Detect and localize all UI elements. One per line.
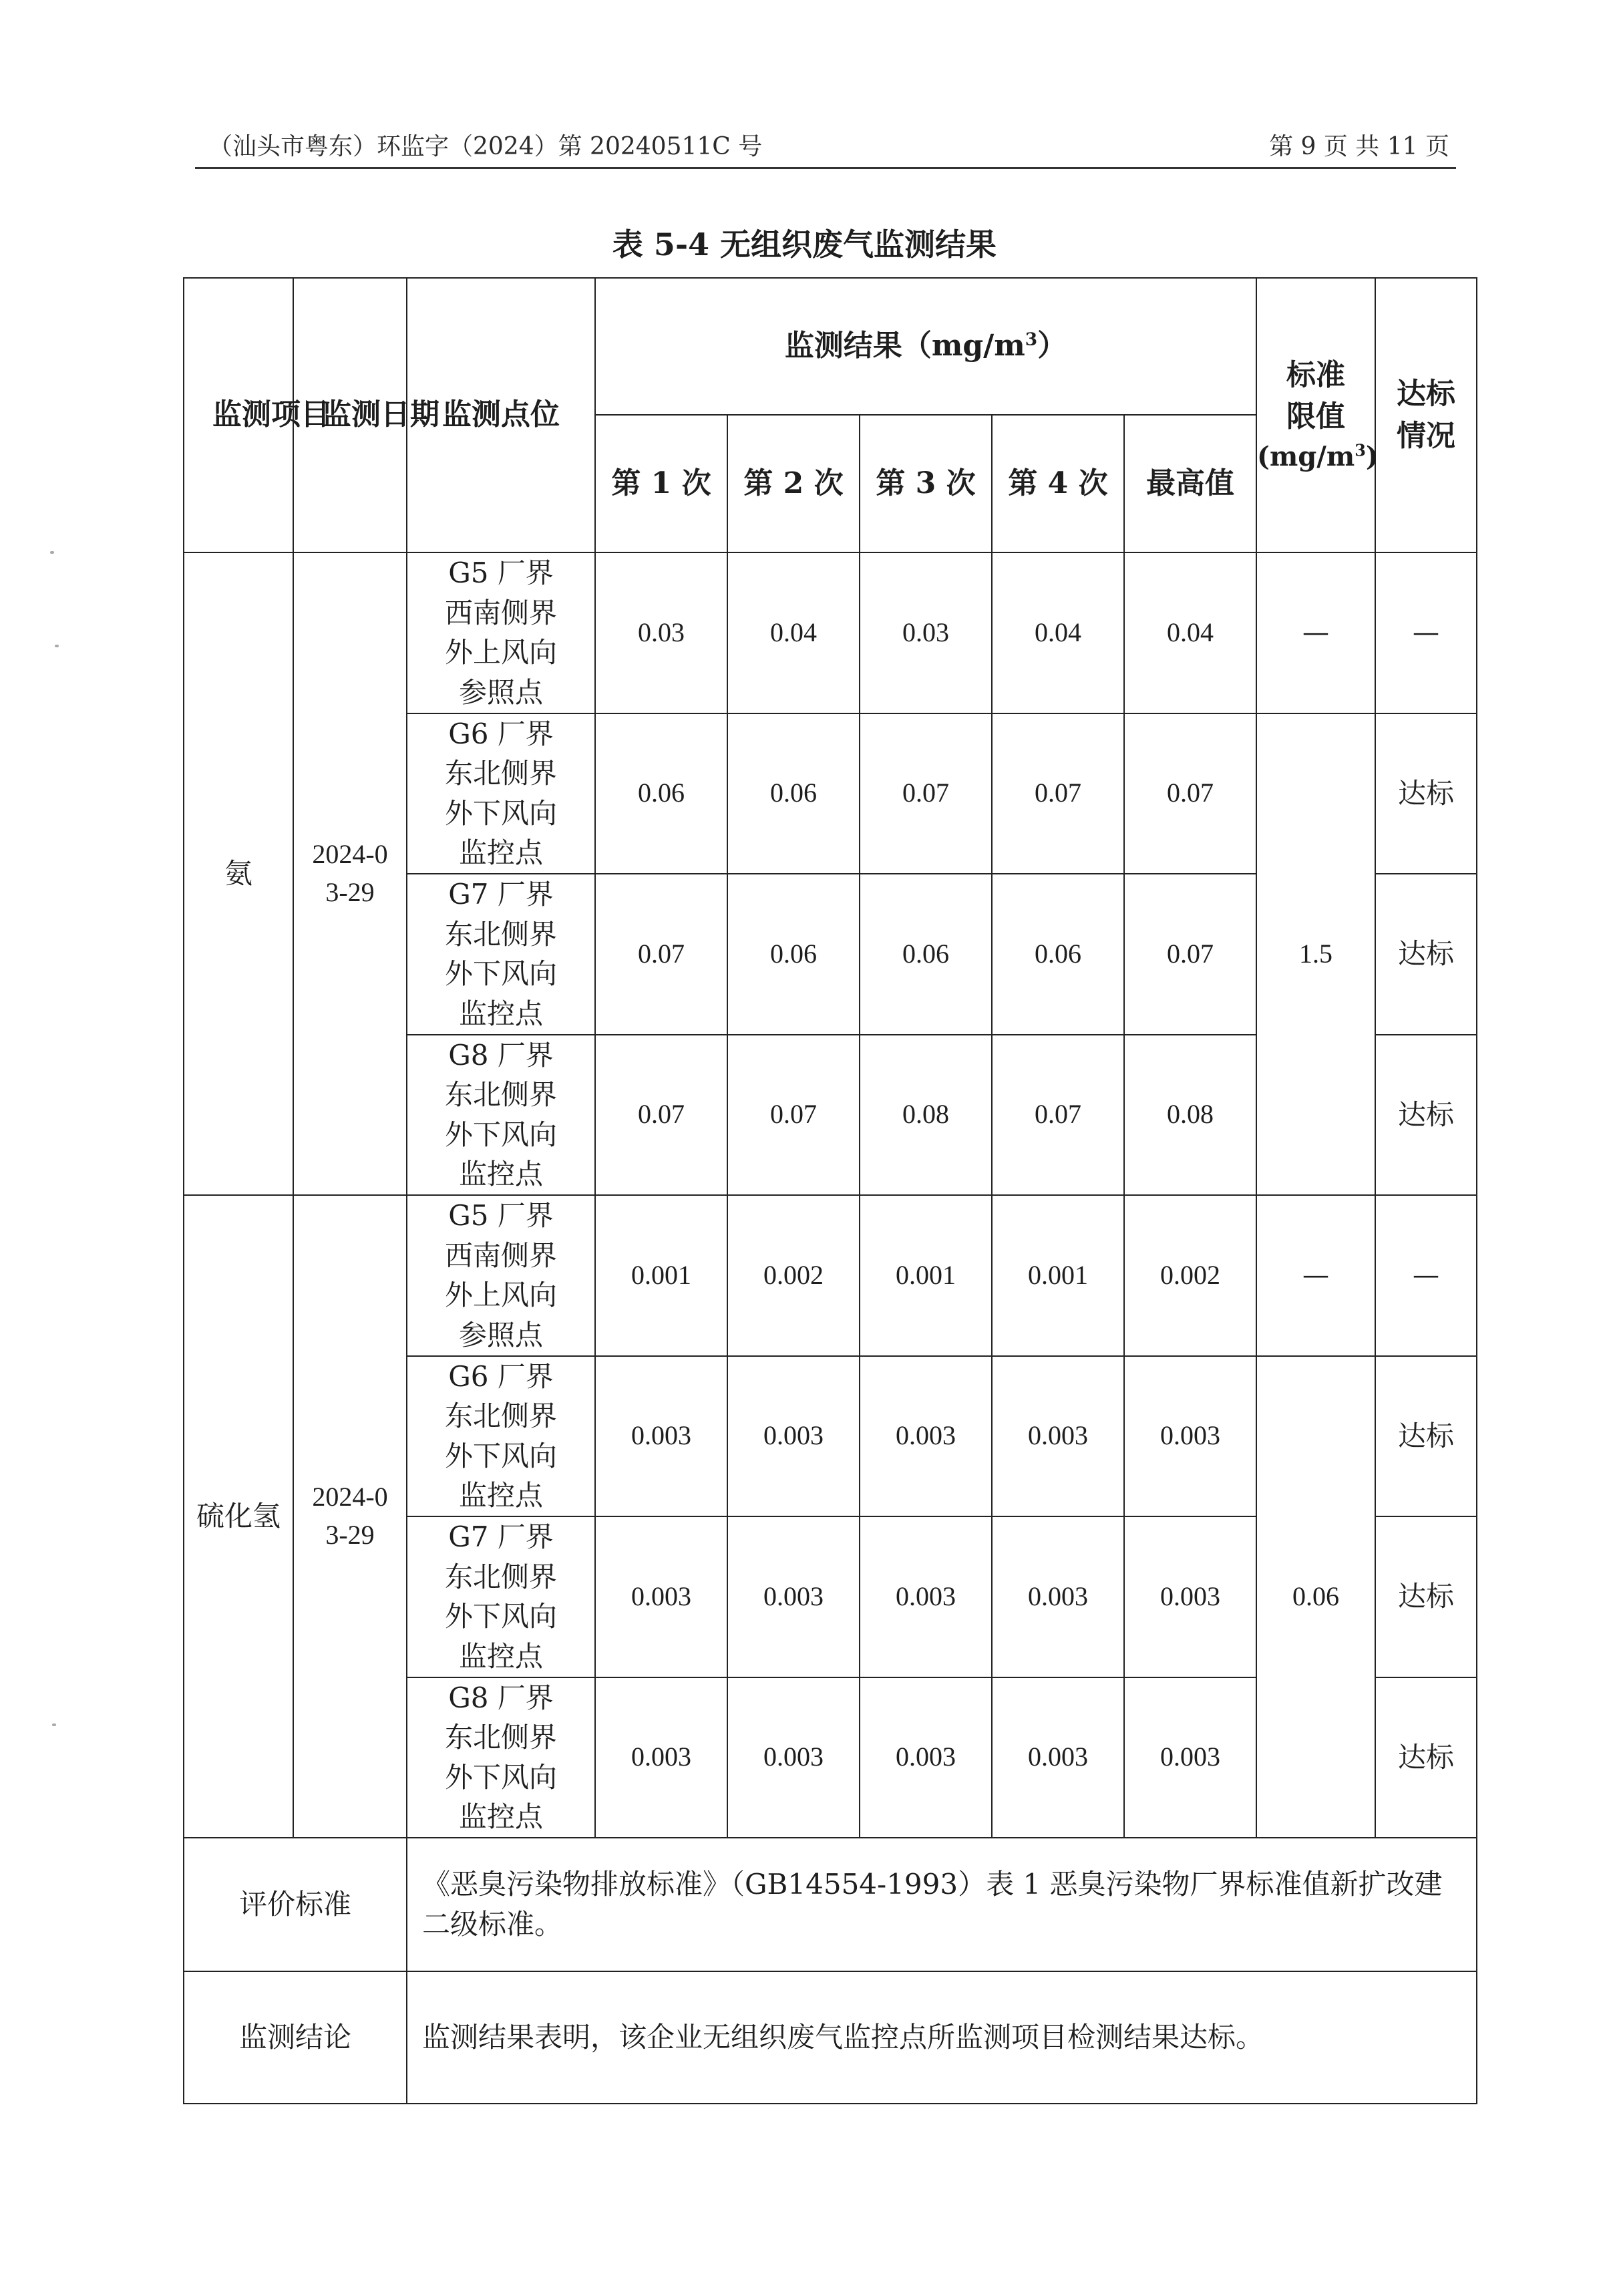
- max-value: 0.002: [1124, 1195, 1256, 1356]
- status-value: 达标: [1375, 1516, 1477, 1677]
- status-value: 达标: [1375, 1677, 1477, 1838]
- col-header-point: 监测点位: [407, 278, 595, 552]
- run4-value: 0.07: [992, 1035, 1124, 1196]
- results-table: [183, 277, 1477, 2104]
- point-cell: G6 厂界东北侧界外下风向监控点: [407, 713, 595, 874]
- point-cell: G7 厂界东北侧界外下风向监控点: [407, 1516, 595, 1677]
- status-value: 达标: [1375, 713, 1477, 874]
- limit-value: 1.5: [1256, 713, 1375, 1196]
- max-value: 0.04: [1124, 552, 1256, 713]
- limit-value: 0.06: [1256, 1356, 1375, 1838]
- page-info: 第 9 页 共 11 页: [1269, 133, 1449, 160]
- item-cell: 硫化氢: [184, 1195, 293, 1838]
- evaluation-text: 《恶臭污染物排放标准》（GB14554-1993）表 1 恶臭污染物厂界标准值新扩改建二级标准。: [407, 1838, 1477, 1971]
- status-value: 达标: [1375, 874, 1477, 1035]
- max-value: 0.07: [1124, 713, 1256, 874]
- col-header-item: 监测项目: [184, 278, 293, 552]
- run4-value: 0.003: [992, 1356, 1124, 1517]
- scan-speck: [55, 645, 59, 647]
- run3-value: 0.001: [860, 1195, 992, 1356]
- limit-value: —: [1256, 552, 1375, 713]
- status-value: —: [1375, 552, 1477, 713]
- run1-value: 0.07: [595, 874, 727, 1035]
- scan-speck: [52, 1724, 56, 1726]
- page-header: [195, 134, 1456, 169]
- run3-value: 0.06: [860, 874, 992, 1035]
- conclusion-label: 监测结论: [184, 1971, 407, 2104]
- col-header-limit: [1256, 278, 1379, 552]
- scan-speck: [50, 551, 54, 554]
- table-title: 表 5-4 无组织废气监测结果: [612, 226, 997, 263]
- run4-value: 0.003: [992, 1677, 1124, 1838]
- run3-value: 0.07: [860, 713, 992, 874]
- col-header-run4: 第 4 次: [992, 415, 1124, 552]
- document-number: （汕头市粤东）环监字（2024）第 20240511C 号: [208, 133, 763, 160]
- header-row-1: [184, 278, 1477, 415]
- run1-value: 0.03: [595, 552, 727, 713]
- conclusion-text: 监测结果表明，该企业无组织废气监控点所监测项目检测结果达标。: [407, 1971, 1477, 2104]
- limit-value: —: [1256, 1195, 1375, 1356]
- evaluation-label: 评价标准: [184, 1838, 407, 1971]
- run1-value: 0.003: [595, 1677, 727, 1838]
- run1-value: 0.07: [595, 1035, 727, 1196]
- col-header-date: 监测日期: [293, 278, 407, 552]
- point-cell: G6 厂界东北侧界外下风向监控点: [407, 1356, 595, 1517]
- limit-header-label: 标准限值: [1286, 357, 1346, 434]
- run4-value: 0.001: [992, 1195, 1124, 1356]
- col-header-status: 达标情况: [1375, 278, 1477, 552]
- col-header-run1: 第 1 次: [595, 415, 727, 552]
- point-cell: G7 厂界东北侧界外下风向监控点: [407, 874, 595, 1035]
- run2-value: 0.003: [727, 1516, 860, 1677]
- run1-value: 0.06: [595, 713, 727, 874]
- run2-value: 0.003: [727, 1356, 860, 1517]
- date-cell: 2024-03-29: [293, 552, 407, 1195]
- max-value: 0.08: [1124, 1035, 1256, 1196]
- max-value: 0.003: [1124, 1516, 1256, 1677]
- col-header-run3: 第 3 次: [860, 415, 992, 552]
- status-value: 达标: [1375, 1035, 1477, 1196]
- run1-value: 0.001: [595, 1195, 727, 1356]
- date-cell: 2024-03-29: [293, 1195, 407, 1838]
- run4-value: 0.003: [992, 1516, 1124, 1677]
- run3-value: 0.003: [860, 1677, 992, 1838]
- point-cell: G5 厂界西南侧界外上风向参照点: [407, 552, 595, 713]
- run2-value: 0.06: [727, 713, 860, 874]
- point-cell: G8 厂界东北侧界外下风向监控点: [407, 1677, 595, 1838]
- run1-value: 0.003: [595, 1356, 727, 1517]
- run4-value: 0.04: [992, 552, 1124, 713]
- run3-value: 0.003: [860, 1516, 992, 1677]
- conclusion-row: [184, 1971, 1477, 2104]
- limit-header-unit: $(mg/m^3)$: [1257, 440, 1379, 472]
- point-cell: G8 厂界东北侧界外下风向监控点: [407, 1035, 595, 1196]
- run3-value: 0.003: [860, 1356, 992, 1517]
- point-cell: G5 厂界西南侧界外上风向参照点: [407, 1195, 595, 1356]
- table-row: [184, 552, 1477, 713]
- run2-value: 0.06: [727, 874, 860, 1035]
- run4-value: 0.07: [992, 713, 1124, 874]
- col-header-results: 监测结果$(mg/m^3)$: [595, 278, 1256, 415]
- max-value: 0.07: [1124, 874, 1256, 1035]
- col-header-run2: 第 2 次: [727, 415, 860, 552]
- run3-value: 0.08: [860, 1035, 992, 1196]
- status-value: —: [1375, 1195, 1477, 1356]
- status-value: 达标: [1375, 1356, 1477, 1517]
- run3-value: 0.03: [860, 552, 992, 713]
- max-value: 0.003: [1124, 1356, 1256, 1517]
- table-row: [184, 1195, 1477, 1356]
- run1-value: 0.003: [595, 1516, 727, 1677]
- run4-value: 0.06: [992, 874, 1124, 1035]
- max-value: 0.003: [1124, 1677, 1256, 1838]
- col-header-max: 最高值: [1124, 415, 1256, 552]
- run2-value: 0.04: [727, 552, 860, 713]
- run2-value: 0.07: [727, 1035, 860, 1196]
- evaluation-row: [184, 1838, 1477, 1971]
- run2-value: 0.002: [727, 1195, 860, 1356]
- run2-value: 0.003: [727, 1677, 860, 1838]
- item-cell: 氨: [184, 552, 293, 1195]
